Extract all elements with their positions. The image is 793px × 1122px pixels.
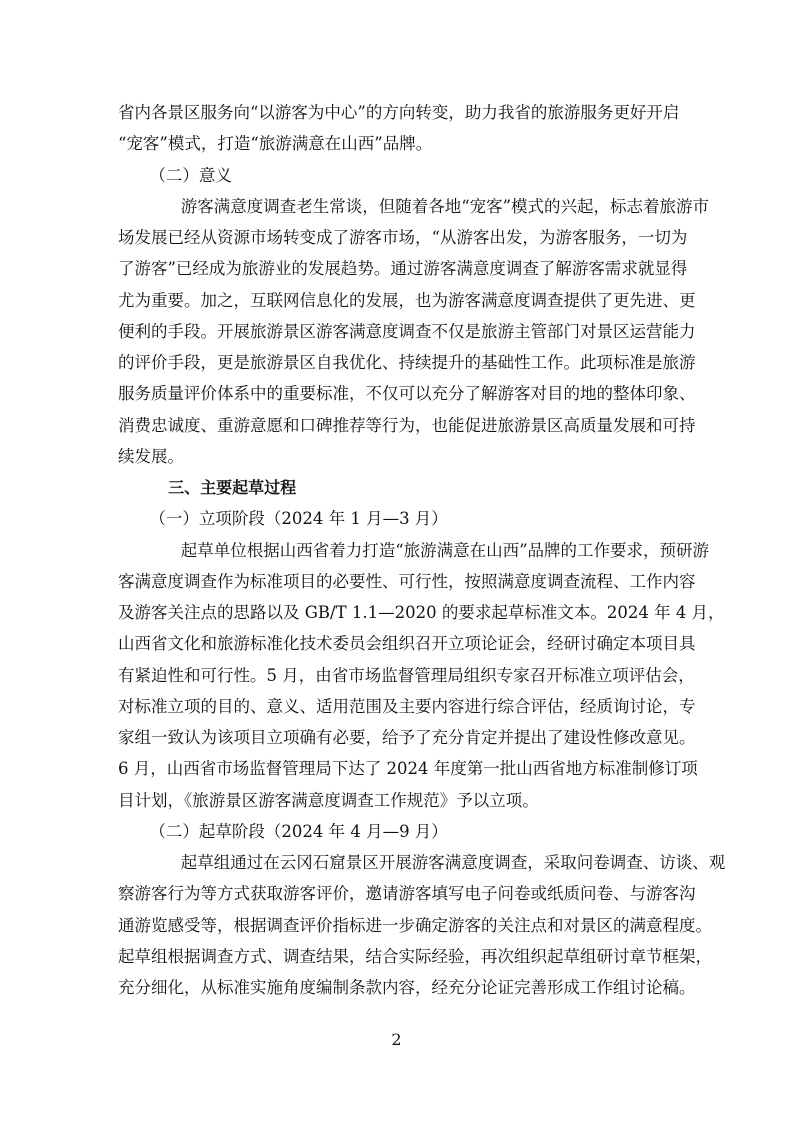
- document-body: [118, 97, 726, 1003]
- text-line: 察游客行为等方式获取游客评价，邀请游客填写电子问卷或纸质问卷、与游客沟: [118, 884, 696, 904]
- text-line: 通游览感受等，根据调查评价指标进一步确定游客的关注点和对景区的满意程度。: [118, 915, 712, 935]
- text-line: 场发展已经从资源市场转变成了游客市场，“从游客出发，为游客服务，一切为: [118, 228, 688, 247]
- text-line: 充分细化，从标准实施角度编制条款内容，经充分论证完善形成工作组讨论稿。: [118, 978, 696, 997]
- text-line: 消费忠诚度、重游意愿和口碑推荐等行为，也能促进旅游景区高质量发展和可持: [118, 415, 696, 435]
- text-line: 续发展。: [118, 446, 184, 466]
- text-line: 服务质量评价体系中的重要标准，不仅可以充分了解游客对目的地的整体印象、: [118, 384, 696, 404]
- text-line: 了游客”已经成为旅游业的发展趋势。通过游客满意度调查了解游客需求就显得: [118, 259, 688, 279]
- text-line: 对标准立项的目的、意义、适用范围及主要内容进行综合评估，经质询讨论，专: [118, 696, 696, 716]
- text-line: 便利的手段。开展旅游景区游客满意度调查不仅是旅游主管部门对景区运营能力: [118, 321, 696, 341]
- text-line: 及游客关注点的思路以及 GB/T 1.1—2020 的要求起草标准文本。2024 年 4 月，: [118, 603, 725, 622]
- text-line: 起草单位根据山西省着力打造“旅游满意在山西”品牌的工作要求，预研游: [180, 540, 710, 560]
- text-line: “宠客”模式，打造“旅游满意在山西”品牌。: [118, 134, 433, 154]
- section-heading: 三、主要起草过程: [168, 478, 297, 497]
- text-line: （二）意义: [149, 165, 232, 185]
- text-line: 客满意度调查作为标准项目的必要性、可行性，按照满意度调查流程、工作内容: [118, 571, 696, 591]
- text-line: 目计划，《旅游景区游客满意度调查工作规范》予以立项。: [118, 790, 539, 810]
- text-line: 起草组通过在云冈石窟景区开展游客满意度调查，采取问卷调查、访谈、观: [180, 853, 726, 872]
- text-line: （一）立项阶段（2024 年 1 月—3 月）: [149, 509, 448, 529]
- text-line: 尤为重要。加之，互联网信息化的发展，也为游客满意度调查提供了更先进、更: [118, 290, 696, 310]
- text-line: （二）起草阶段（2024 年 4 月—9 月）: [149, 821, 448, 841]
- page-number: 2: [391, 1030, 402, 1049]
- text-line: 有紧迫性和可行性。5 月，由省市场监督管理局组织专家召开标准立项评估会，: [118, 665, 695, 685]
- text-line: 的评价手段，更是旅游景区自我优化、持续提升的基础性工作。此项标准是旅游: [118, 353, 696, 372]
- text-line: 山西省文化和旅游标准化技术委员会组织召开立项论证会，经研讨确定本项目具: [118, 634, 696, 654]
- text-line: 游客满意度调查老生常谈，但随着各地“宠客”模式的兴起，标志着旅游市: [180, 196, 710, 216]
- text-line: 家组一致认为该项目立项确有必要，给予了充分肯定并提出了建设性修改意见。: [118, 728, 696, 747]
- text-line: 6 月，山西省市场监督管理局下达了 2024 年度第一批山西省地方标准制修订项: [118, 759, 698, 779]
- text-line: 省内各景区服务向“以游客为中心”的方向转变，助力我省的旅游服务更好开启: [118, 103, 680, 122]
- text-line: 起草组根据调查方式、调查结果，结合实际经验，再次组织起草组研讨章节框架，: [118, 946, 712, 966]
